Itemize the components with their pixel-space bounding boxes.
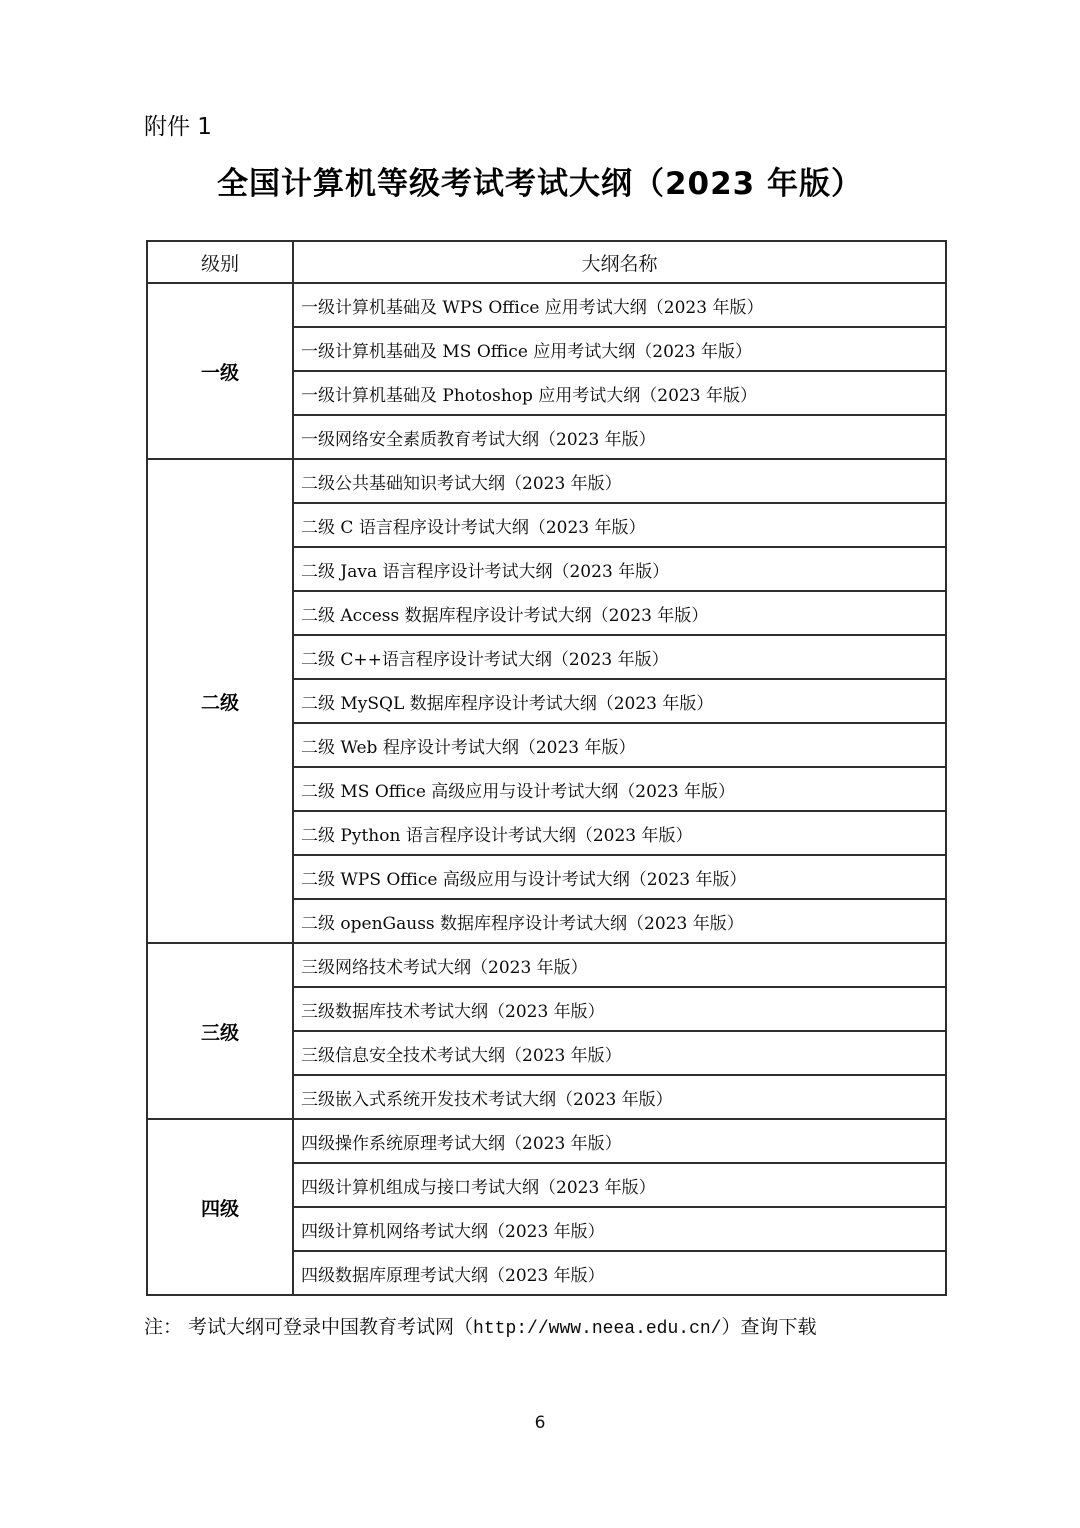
syllabus-name-cell: 二级 Python 语言程序设计考试大纲（2023 年版） xyxy=(293,811,946,855)
syllabus-name-cell: 二级 WPS Office 高级应用与设计考试大纲（2023 年版） xyxy=(293,855,946,899)
syllabus-name-cell: 四级计算机组成与接口考试大纲（2023 年版） xyxy=(293,1163,946,1207)
footnote-prefix: 注： 考试大纲可登录中国教育考试网（ xyxy=(144,1316,474,1338)
syllabus-name-cell: 三级信息安全技术考试大纲（2023 年版） xyxy=(293,1031,946,1075)
table-row xyxy=(147,283,946,327)
table-header-row xyxy=(147,241,946,283)
syllabus-name-cell: 二级 openGauss 数据库程序设计考试大纲（2023 年版） xyxy=(293,899,946,943)
syllabus-name-cell: 一级计算机基础及 Photoshop 应用考试大纲（2023 年版） xyxy=(293,371,946,415)
level-cell-level3: 三级 xyxy=(147,943,293,1119)
column-header-level: 级别 xyxy=(147,241,293,283)
column-header-name: 大纲名称 xyxy=(293,241,946,283)
page-number: 6 xyxy=(534,1413,546,1433)
syllabus-name-cell: 二级 Web 程序设计考试大纲（2023 年版） xyxy=(293,723,946,767)
syllabus-name-cell: 四级计算机网络考试大纲（2023 年版） xyxy=(293,1207,946,1251)
syllabus-name-cell: 二级 Access 数据库程序设计考试大纲（2023 年版） xyxy=(293,591,946,635)
syllabus-name-cell: 四级数据库原理考试大纲（2023 年版） xyxy=(293,1251,946,1295)
syllabus-name-cell: 三级嵌入式系统开发技术考试大纲（2023 年版） xyxy=(293,1075,946,1119)
syllabus-name-cell: 二级 C 语言程序设计考试大纲（2023 年版） xyxy=(293,503,946,547)
attachment-label: 附件 1 xyxy=(144,114,212,140)
table-row xyxy=(147,1119,946,1163)
page-title: 全国计算机等级考试考试大纲（2023 年版） xyxy=(216,166,864,202)
syllabus-name-cell: 三级网络技术考试大纲（2023 年版） xyxy=(293,943,946,987)
footnote xyxy=(144,1312,817,1339)
syllabus-name-cell: 二级 C++语言程序设计考试大纲（2023 年版） xyxy=(293,635,946,679)
syllabus-table xyxy=(146,240,947,1296)
level-cell-level2: 二级 xyxy=(147,459,293,943)
table-row xyxy=(147,943,946,987)
syllabus-name-cell: 二级 MySQL 数据库程序设计考试大纲（2023 年版） xyxy=(293,679,946,723)
footnote-url: http://www.neea.edu.cn/ xyxy=(473,1319,722,1339)
footnote-suffix: ）查询下载 xyxy=(721,1316,817,1338)
syllabus-name-cell: 二级公共基础知识考试大纲（2023 年版） xyxy=(293,459,946,503)
table-row xyxy=(147,459,946,503)
syllabus-name-cell: 一级计算机基础及 WPS Office 应用考试大纲（2023 年版） xyxy=(293,283,946,327)
syllabus-name-cell: 一级网络安全素质教育考试大纲（2023 年版） xyxy=(293,415,946,459)
level-cell-level4: 四级 xyxy=(147,1119,293,1295)
syllabus-name-cell: 二级 MS Office 高级应用与设计考试大纲（2023 年版） xyxy=(293,767,946,811)
syllabus-name-cell: 四级操作系统原理考试大纲（2023 年版） xyxy=(293,1119,946,1163)
syllabus-name-cell: 三级数据库技术考试大纲（2023 年版） xyxy=(293,987,946,1031)
syllabus-name-cell: 二级 Java 语言程序设计考试大纲（2023 年版） xyxy=(293,547,946,591)
level-cell-level1: 一级 xyxy=(147,283,293,459)
syllabus-name-cell: 一级计算机基础及 MS Office 应用考试大纲（2023 年版） xyxy=(293,327,946,371)
